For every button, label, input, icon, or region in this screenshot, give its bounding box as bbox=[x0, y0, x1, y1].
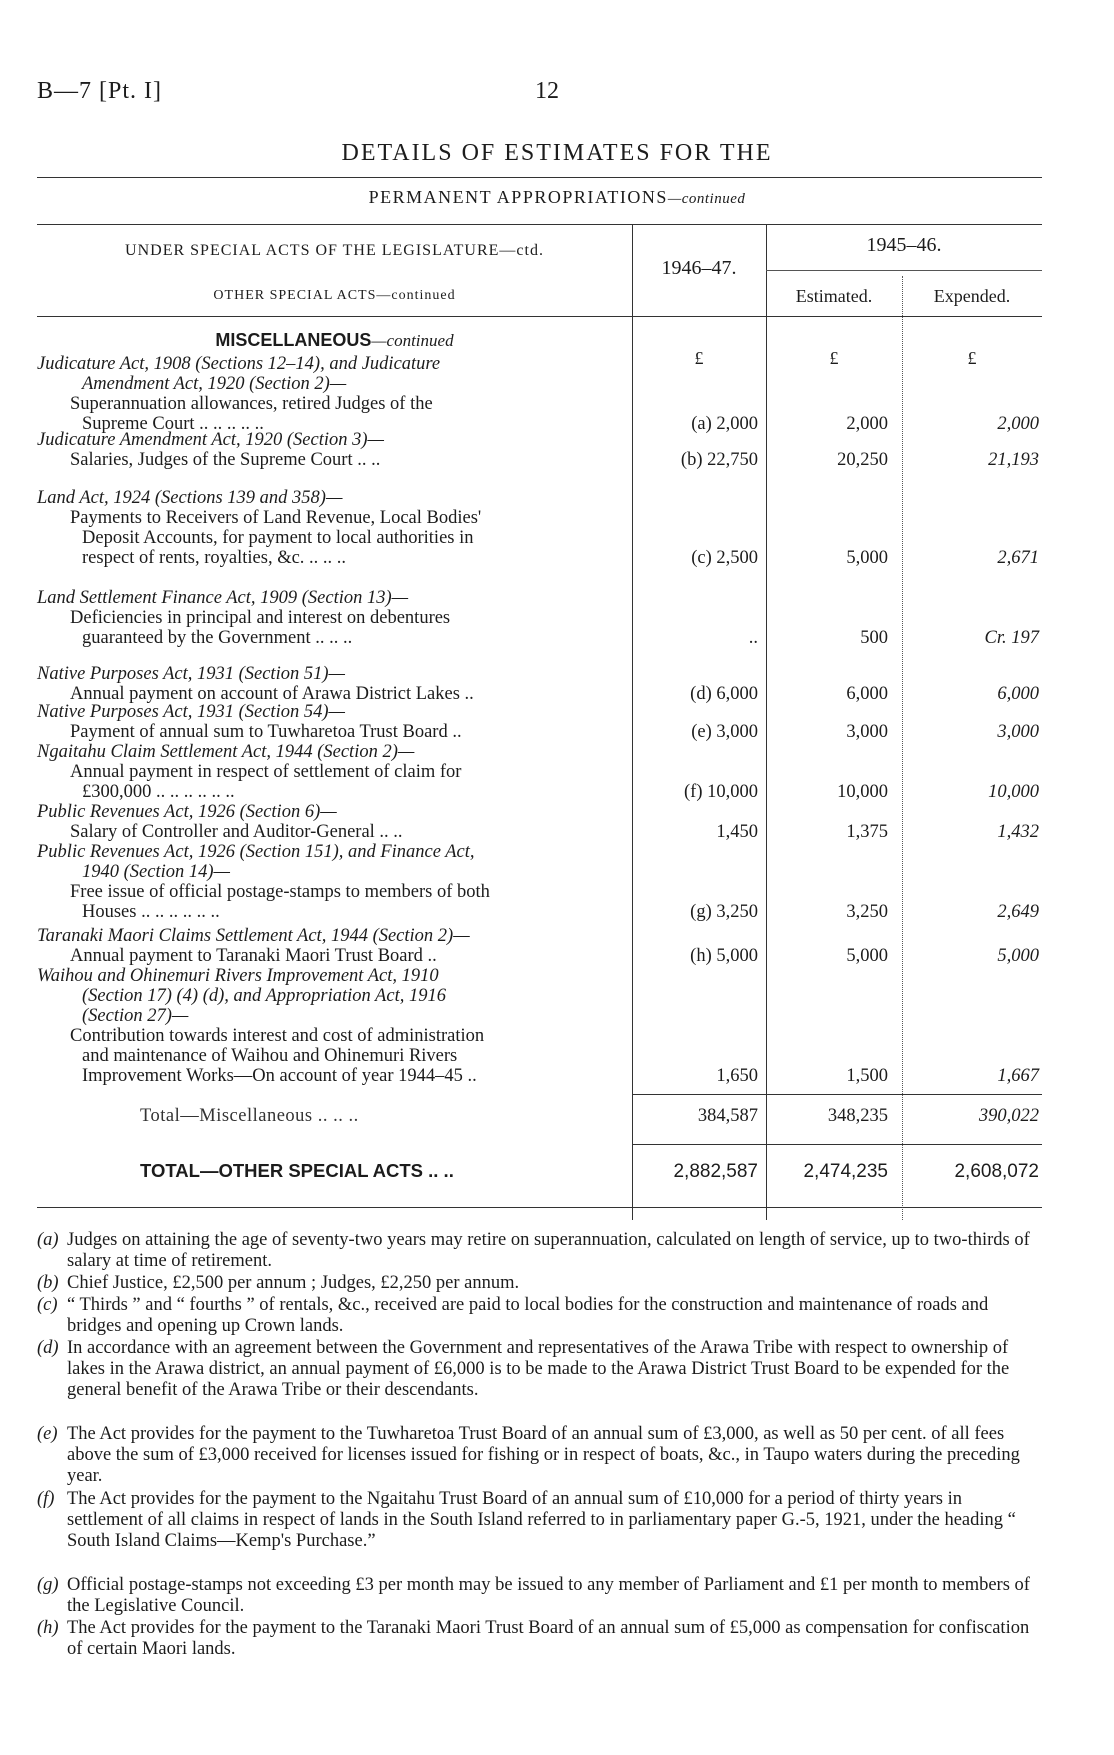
table-top-rule bbox=[37, 224, 1042, 225]
header-other-acts: OTHER SPECIAL ACTS—continued bbox=[213, 288, 456, 303]
total-misc-estimated: 348,235 bbox=[827, 1106, 888, 1126]
item-description: Annual payment in respect of settlement of claim for bbox=[70, 762, 462, 782]
row-value-col-expended: 1,667 bbox=[997, 1066, 1039, 1086]
page-subtitle: PERMANENT APPROPRIATIONS—continued bbox=[368, 187, 746, 207]
row-value-col-1946-47: (c) 2,500 bbox=[691, 548, 758, 568]
item-description: Free issue of official postage-stamps to members of both bbox=[70, 882, 490, 902]
row-value-col-estimated: 6,000 bbox=[846, 684, 888, 704]
footnote-item bbox=[37, 1575, 1042, 1617]
row-value-col-estimated: 20,250 bbox=[837, 450, 888, 470]
item-description: Annual payment on account of Arawa District Lakes .. bbox=[70, 684, 474, 704]
header-legislature: UNDER SPECIAL ACTS OF THE LEGISLATURE—ctd. bbox=[125, 242, 544, 259]
act-reference: (Section 17) (4) (d), and Appropriation Act, 1916 bbox=[82, 986, 446, 1006]
item-description: Deficiencies in principal and interest on debentures bbox=[70, 608, 451, 628]
act-reference: Public Revenues Act, 1926 (Section 6)— bbox=[37, 802, 337, 822]
item-description: Supreme Court .. .. .. .. .. bbox=[82, 414, 264, 434]
header-group-rule bbox=[766, 270, 1042, 271]
currency-col-3: £ bbox=[967, 348, 977, 368]
row-value-col-estimated: 500 bbox=[860, 628, 888, 648]
page-number: 12 bbox=[535, 78, 559, 104]
row-value-col-estimated: 1,500 bbox=[846, 1066, 888, 1086]
item-description: Salaries, Judges of the Supreme Court .. .. bbox=[70, 450, 381, 470]
footnote-text: In accordance with an agreement between the Government and representatives of the Arawa Tribe with respect to ownership of lakes in the Arawa district, an annual payment of £6,000 is to be made to the Arawa District Trust Board to be expended for the general benefit of the Arawa Tribe or their descendants. bbox=[67, 1338, 1010, 1400]
act-reference: Public Revenues Act, 1926 (Section 151), and Finance Act, bbox=[37, 842, 475, 862]
row-value-col-estimated: 5,000 bbox=[846, 946, 888, 966]
act-reference: Judicature Act, 1908 (Sections 12–14), and Judicature bbox=[37, 354, 441, 374]
row-value-col-1946-47: (b) 22,750 bbox=[680, 450, 758, 470]
row-value-col-estimated: 1,375 bbox=[846, 822, 888, 842]
item-description: Contribution towards interest and cost of administration bbox=[70, 1026, 485, 1046]
item-description: Payments to Receivers of Land Revenue, Local Bodies' bbox=[70, 508, 482, 528]
row-value-col-expended: 2,000 bbox=[997, 414, 1039, 434]
item-description: and maintenance of Waihou and Ohinemuri Rivers bbox=[82, 1046, 458, 1066]
row-value-col-estimated: 5,000 bbox=[846, 548, 888, 568]
grand-total-1946-47: 2,882,587 bbox=[673, 1161, 758, 1182]
row-value-col-1946-47: (a) 2,000 bbox=[691, 414, 758, 434]
row-value-col-estimated: 3,250 bbox=[846, 902, 888, 922]
footnote-key: (f) bbox=[37, 1489, 55, 1509]
act-reference: Judicature Amendment Act, 1920 (Section 3)— bbox=[37, 430, 384, 450]
row-value-col-expended: Cr. 197 bbox=[984, 628, 1039, 648]
footnote-item bbox=[37, 1618, 1042, 1660]
act-reference: Native Purposes Act, 1931 (Section 51)— bbox=[37, 664, 345, 684]
item-description: Improvement Works—On account of year 1944–45 .. bbox=[82, 1066, 477, 1086]
column-divider-3 bbox=[902, 276, 903, 1220]
column-divider-2 bbox=[766, 224, 767, 1220]
row-value-col-1946-47: .. bbox=[748, 628, 758, 648]
footnote-text: Judges on attaining the age of seventy-two years may retire on superannuation, calculated on length of service, up to two-thirds of salary at time of retirement. bbox=[67, 1230, 1030, 1271]
row-value-col-expended: 5,000 bbox=[997, 946, 1039, 966]
row-value-col-expended: 21,193 bbox=[988, 450, 1039, 470]
footnote-item bbox=[37, 1424, 1042, 1487]
item-description: guaranteed by the Government .. .. .. bbox=[82, 628, 353, 648]
page-title: DETAILS OF ESTIMATES FOR THE bbox=[341, 140, 773, 166]
act-reference: (Section 27)— bbox=[82, 1006, 189, 1026]
footnote-text: The Act provides for the payment to the Ngaitahu Trust Board of an annual sum of £10,000 for a period of thirty years in settlement of all claims in respect of lands in the South Island referred to in parliamentary paper G.-5, 1921, under the heading “ South Island Claims—Kemp's Purchase.” bbox=[67, 1489, 1016, 1551]
header-col-1945-46: 1945–46. bbox=[866, 234, 942, 256]
footnote-key: (b) bbox=[37, 1273, 59, 1293]
item-description: respect of rents, royalties, &c. .. .. .. bbox=[82, 548, 347, 568]
table-bottom-rule bbox=[37, 1207, 1042, 1208]
footnote-text: Chief Justice, £2,500 per annum ; Judges, £2,250 per annum. bbox=[67, 1273, 520, 1293]
footnote-key: (e) bbox=[37, 1424, 58, 1444]
footnote-text: The Act provides for the payment to the Tuwharetoa Trust Board of an annual sum of £3,000, as well as 50 per cent. of all fees above the sum of £3,000 received for licenses issued for fishing or in respect of boats, &c., in Taupo waters during the preceding year. bbox=[67, 1424, 1020, 1486]
row-value-col-expended: 6,000 bbox=[997, 684, 1039, 704]
total-misc-expended: 390,022 bbox=[978, 1106, 1039, 1126]
row-value-col-expended: 1,432 bbox=[997, 822, 1039, 842]
misc-total-rule bbox=[632, 1094, 1042, 1095]
row-value-col-estimated: 2,000 bbox=[846, 414, 888, 434]
act-reference: Land Settlement Finance Act, 1909 (Section 13)— bbox=[37, 588, 409, 608]
currency-col-2: £ bbox=[829, 348, 839, 368]
document-reference: B—7 [Pt. I] bbox=[37, 78, 162, 104]
footnote-item bbox=[37, 1295, 1042, 1337]
grand-total-expended: 2,608,072 bbox=[954, 1161, 1039, 1182]
footnote-text: “ Thirds ” and “ fourths ” of rentals, &c., received are paid to local bodies for the construction and maintenance of roads and bridges and opening up Crown lands. bbox=[67, 1295, 989, 1336]
act-reference: 1940 (Section 14)— bbox=[82, 862, 230, 882]
footnote-key: (g) bbox=[37, 1575, 59, 1595]
act-reference: Waihou and Ohinemuri Rivers Improvement Act, 1910 bbox=[37, 966, 439, 986]
grand-total-rule bbox=[632, 1144, 1042, 1145]
item-description: Annual payment to Taranaki Maori Trust Board .. bbox=[70, 946, 437, 966]
act-reference: Taranaki Maori Claims Settlement Act, 1944 (Section 2)— bbox=[37, 926, 470, 946]
column-divider-1 bbox=[632, 224, 633, 1220]
row-value-col-expended: 2,671 bbox=[997, 548, 1039, 568]
header-bottom-rule bbox=[37, 316, 1042, 317]
row-value-col-expended: 10,000 bbox=[988, 782, 1039, 802]
row-value-col-estimated: 3,000 bbox=[846, 722, 888, 742]
total-misc-label: Total—Miscellaneous .. .. .. bbox=[140, 1106, 359, 1126]
act-reference: Land Act, 1924 (Sections 139 and 358)— bbox=[37, 488, 343, 508]
row-value-col-1946-47: (d) 6,000 bbox=[690, 684, 758, 704]
row-value-col-1946-47: (e) 3,000 bbox=[691, 722, 758, 742]
row-value-col-estimated: 10,000 bbox=[837, 782, 888, 802]
row-value-col-1946-47: 1,650 bbox=[716, 1066, 758, 1086]
footnote-key: (c) bbox=[37, 1295, 58, 1315]
item-description: £300,000 .. .. .. .. .. .. bbox=[82, 782, 235, 802]
total-misc-1946-47: 384,587 bbox=[697, 1106, 758, 1126]
footnote-key: (d) bbox=[37, 1338, 59, 1358]
header-col-1946-47: 1946–47. bbox=[661, 257, 737, 279]
footnote-key: (a) bbox=[37, 1230, 59, 1250]
item-description: Deposit Accounts, for payment to local authorities in bbox=[82, 528, 474, 548]
footnote-item bbox=[37, 1489, 1042, 1552]
footnote-item bbox=[37, 1338, 1042, 1401]
item-description: Payment of annual sum to Tuwharetoa Trust Board .. bbox=[70, 722, 462, 742]
footnote-text: The Act provides for the payment to the Taranaki Maori Trust Board of an annual sum of £5,000 as compensation for confiscation of certain Maori lands. bbox=[67, 1618, 1030, 1659]
footnote-item bbox=[37, 1230, 1042, 1272]
row-value-col-expended: 2,649 bbox=[997, 902, 1039, 922]
act-reference: Amendment Act, 1920 (Section 2)— bbox=[82, 374, 347, 394]
footnote-text: Official postage-stamps not exceeding £3 per month may be issued to any member of Parliament and £1 per month to members of the Legislative Council. bbox=[67, 1575, 1030, 1616]
row-value-col-1946-47: 1,450 bbox=[716, 822, 758, 842]
item-description: Salary of Controller and Auditor-General .. .. bbox=[70, 822, 403, 842]
act-reference: Native Purposes Act, 1931 (Section 54)— bbox=[37, 702, 345, 722]
currency-col-1: £ bbox=[694, 348, 704, 368]
header-estimated: Estimated. bbox=[795, 286, 873, 306]
item-description: Houses .. .. .. .. .. .. bbox=[82, 902, 220, 922]
act-reference: Ngaitahu Claim Settlement Act, 1944 (Section 2)— bbox=[37, 742, 415, 762]
row-value-col-1946-47: (f) 10,000 bbox=[684, 782, 758, 802]
grand-total-estimated: 2,474,235 bbox=[803, 1161, 888, 1182]
footnote-item bbox=[37, 1273, 1042, 1294]
title-rule bbox=[37, 177, 1042, 178]
grand-total-label: TOTAL—OTHER SPECIAL ACTS .. .. bbox=[140, 1160, 454, 1181]
row-value-col-expended: 3,000 bbox=[997, 722, 1039, 742]
section-heading: MISCELLANEOUS—continued bbox=[215, 330, 454, 350]
row-value-col-1946-47: (h) 5,000 bbox=[690, 946, 758, 966]
row-value-col-1946-47: (g) 3,250 bbox=[690, 902, 758, 922]
item-description: Superannuation allowances, retired Judges of the bbox=[70, 394, 433, 414]
footnote-key: (h) bbox=[37, 1618, 59, 1638]
header-expended: Expended. bbox=[933, 286, 1011, 306]
